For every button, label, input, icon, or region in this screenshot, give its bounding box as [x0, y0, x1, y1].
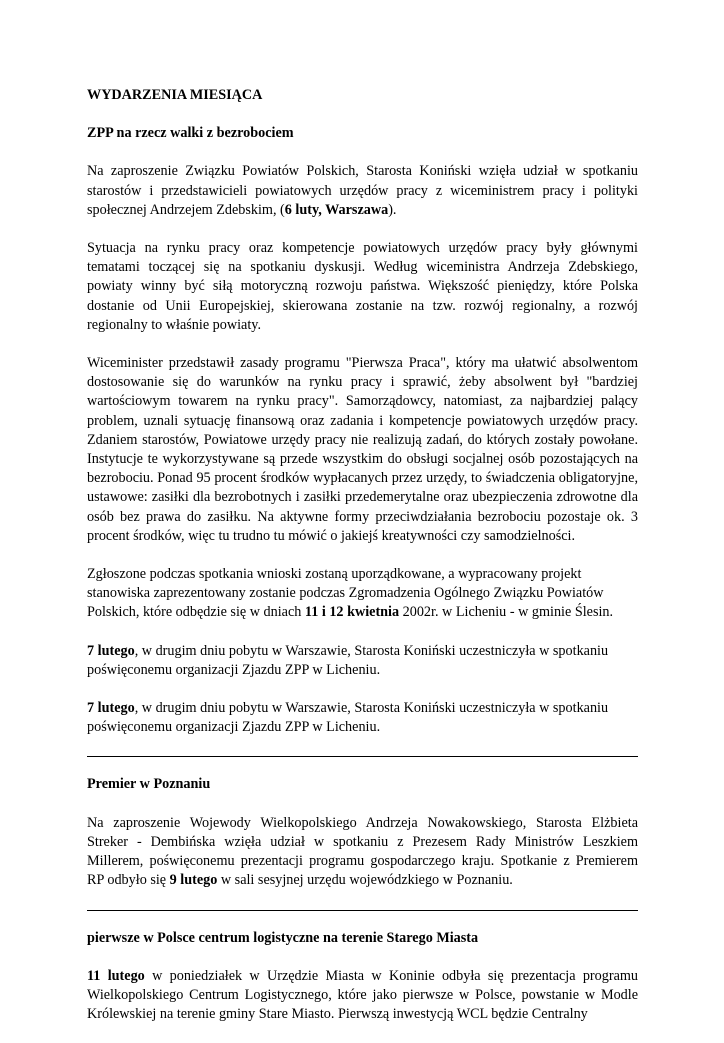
- paragraph: Sytuacja na rynku pracy oraz kompetencje powiatowych urzędów pracy były głównymi tematami toczącej się na spotkaniu dyskusji. Według wiceministra Andrzeja Zdebskiego, powiaty winny być siłą motoryczną rozwoju państwa. Większość pieniędzy, które Polska dostanie od Unii Europejskiej, skierowana zostanie na tzw. rozwój regionalny, a rozwój regionalny to właśnie powiaty.: [87, 240, 638, 333]
- paragraph: Wiceminister przedstawił zasady programu "Pierwsza Praca", który ma ułatwić absolwentom dostosowanie się do warunków na rynku pracy i sprawić, żeby absolwent był "bardziej wartościowym towarem na rynku pracy". Samorządowcy, natomiast, za najbardziej palący problem, uznali sytuację finansową oraz zadania i kompetencje powiatowych urzędów pracy. Zdaniem starostów, Powiatowe urzędy pracy nie realizują zadań, do których zostały powołane. Instytucje te wykorzystywane są przede wszystkim do obsługi socjalnej osób pozostających na bezrobociu. Ponad 95 procent środków wypłacanych przez urzędy, to świadczenia obligatoryjne, ustawowe: zasiłki dla bezrobotnych i zasiłki przedemerytalne oraz ubezpieczenia zdrowotne dla osób bez prawa do zasiłku. Na aktywne formy przeciwdziałania bezrobociu pozostaje ok. 3 procent środków, więc tu trudno tu mówić o jakiejś kreatywności czy samodzielności.: [87, 355, 638, 544]
- section-heading-logistics: pierwsze w Polsce centrum logistyczne na terenie Starego Miasta: [87, 929, 479, 946]
- paragraph: Zgłoszone podczas spotkania wnioski zostaną uporządkowane, a wypracowany projekt stanowiska zaprezentowany zostanie podczas Zgromadzenia Ogólnego Związku Powiatów Polskich, które odbędzie się w dniach 11 i 12 kwietnia 2002r. w Licheniu - w gminie Ślesin.: [87, 566, 614, 621]
- section-divider: [87, 910, 638, 911]
- section-heading-zpp: ZPP na rzecz walki z bezrobociem: [87, 125, 294, 142]
- paragraph: 7 lutego, w drugim dniu pobytu w Warszawie, Starosta Koniński uczestniczyła w spotkaniu poświęconemu organizacji Zjazdu ZPP w Licheniu.: [87, 642, 609, 678]
- document-title: WYDARZENIA MIESIĄCA: [87, 87, 263, 103]
- paragraph: Na zaproszenie Związku Powiatów Polskich, Starosta Koniński wzięła udział w spotkaniu starostów i przedstawicieli powiatowych urzędów pracy z wiceministrem pracy i polityki społecznej Andrzejem Zdebskim, (6 luty, Warszawa).: [87, 163, 638, 218]
- section-divider: [87, 756, 638, 757]
- paragraph: 11 lutego w poniedziałek w Urzędzie Miasta w Koninie odbyła się prezentacja programu Wielkopolskiego Centrum Logistycznego, które jako pierwsze w Polsce, powstanie w Modle Królewskiej na terenie gminy Stare Miasto. Pierwszą inwestycją WCL będzie Centralny: [87, 967, 638, 1023]
- paragraph: 7 lutego, w drugim dniu pobytu w Warszawie, Starosta Koniński uczestniczyła w spotkaniu poświęconemu organizacji Zjazdu ZPP w Licheniu.: [87, 700, 609, 736]
- section-heading-premier: Premier w Poznaniu: [87, 776, 211, 793]
- document-page: [87, 78, 638, 1043]
- paragraph: Na zaproszenie Wojewody Wielkopolskiego Andrzeja Nowakowskiego, Starosta Elżbieta Streker - Dembińska wzięła udział w spotkaniu z Prezesem Rady Ministrów Leszkiem Millerem, poświęconemu prezentacji programu gospodarczego kraju. Spotkanie z Premierem RP odbyło się 9 lutego w sali sesyjnej urzędu wojewódzkiego w Poznaniu.: [87, 814, 638, 889]
